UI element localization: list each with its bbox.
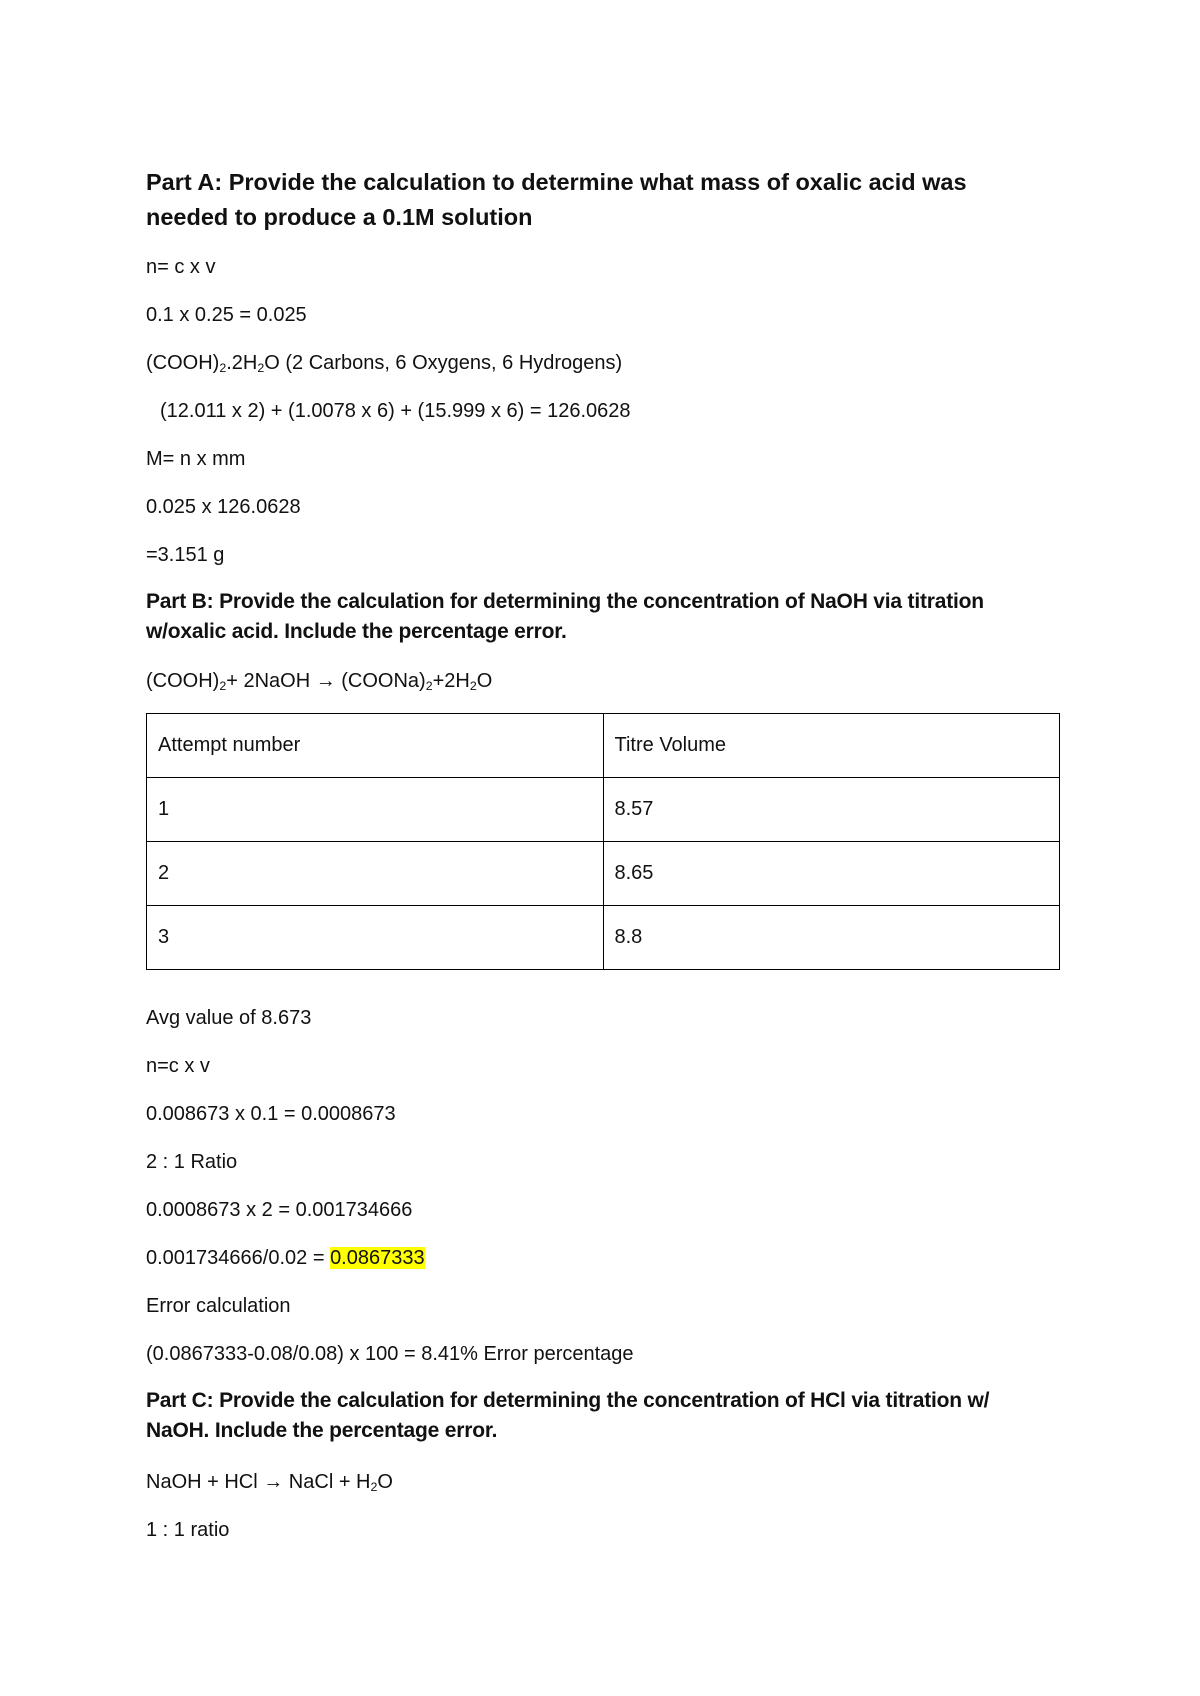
part-c-heading-line2: NaOH. Include the percentage error.	[146, 1419, 498, 1442]
part-b-line-error-calc: (0.0867333-0.08/0.08) x 100 = 8.41% Error percentage	[146, 1343, 634, 1365]
table-cell: 8.8	[603, 906, 1060, 970]
table-cell: 3	[147, 906, 604, 970]
part-a-line-mass-calc: 0.025 x 126.0628	[146, 496, 301, 518]
part-b-line-moles: 0.008673 x 0.1 = 0.0008673	[146, 1103, 396, 1125]
part-a-line-formula: n= c x v	[146, 256, 216, 278]
part-a-line-result: =3.151 g	[146, 544, 225, 566]
highlighted-result: 0.0867333	[330, 1247, 425, 1269]
table-header-cell: Attempt number	[147, 714, 604, 778]
part-c-heading-line1: Part C: Provide the calculation for determining the concentration of HCl via titration w/	[146, 1389, 990, 1412]
part-b-line-ratio: 2 : 1 Ratio	[146, 1151, 238, 1173]
part-a-line-moles: 0.1 x 0.25 = 0.025	[146, 304, 307, 326]
part-a-line-compound: $(COOH)_2.2H_2O$ (2 Carbons, 6 Oxygens, 6 Hydrogens)	[146, 352, 623, 376]
titre-table	[146, 713, 1060, 970]
part-a-heading-line1: Part A: Provide the calculation to determine what mass of oxalic acid was	[146, 169, 967, 195]
table-cell: 1	[147, 778, 604, 842]
part-b-line-error-title: Error calculation	[146, 1295, 291, 1317]
part-b-heading-line1: Part B: Provide the calculation for determining the concentration of NaOH via titration	[146, 590, 984, 613]
table-cell: 8.65	[603, 842, 1060, 906]
table-header-cell: Titre Volume	[603, 714, 1060, 778]
table-row	[147, 778, 1060, 842]
part-a-heading-line2: needed to produce a 0.1M solution	[146, 204, 533, 230]
table-header-row	[147, 714, 1060, 778]
part-b-line-formula: n=c x v	[146, 1055, 210, 1077]
part-a-line-mass-formula: M= n x mm	[146, 448, 246, 470]
part-a-line-molar-mass: (12.011 x 2) + (1.0078 x 6) + (15.999 x 6) = 126.0628	[160, 400, 631, 422]
arrow-icon: →	[315, 670, 336, 692]
part-b-equation: $(COOH)_2+$ 2NaOH → $(COONa)_2+2H_2O$	[146, 670, 493, 694]
part-b-line-moles-naoh: 0.0008673 x 2 = 0.001734666	[146, 1199, 413, 1221]
table-cell: 8.57	[603, 778, 1060, 842]
part-b-heading-line2: w/oxalic acid. Include the percentage error.	[146, 620, 567, 643]
table-row	[147, 842, 1060, 906]
part-b-line-average: Avg value of 8.673	[146, 1007, 312, 1029]
part-c-line-ratio: 1 : 1 ratio	[146, 1519, 230, 1541]
arrow-icon: →	[263, 1471, 284, 1493]
part-b-line-concentration: 0.001734666/0.02 = 0.0867333	[146, 1247, 425, 1269]
table-cell: 2	[147, 842, 604, 906]
table-row	[147, 906, 1060, 970]
part-c-equation: NaOH + HCl → NaCl + $H_2O$	[146, 1471, 393, 1495]
